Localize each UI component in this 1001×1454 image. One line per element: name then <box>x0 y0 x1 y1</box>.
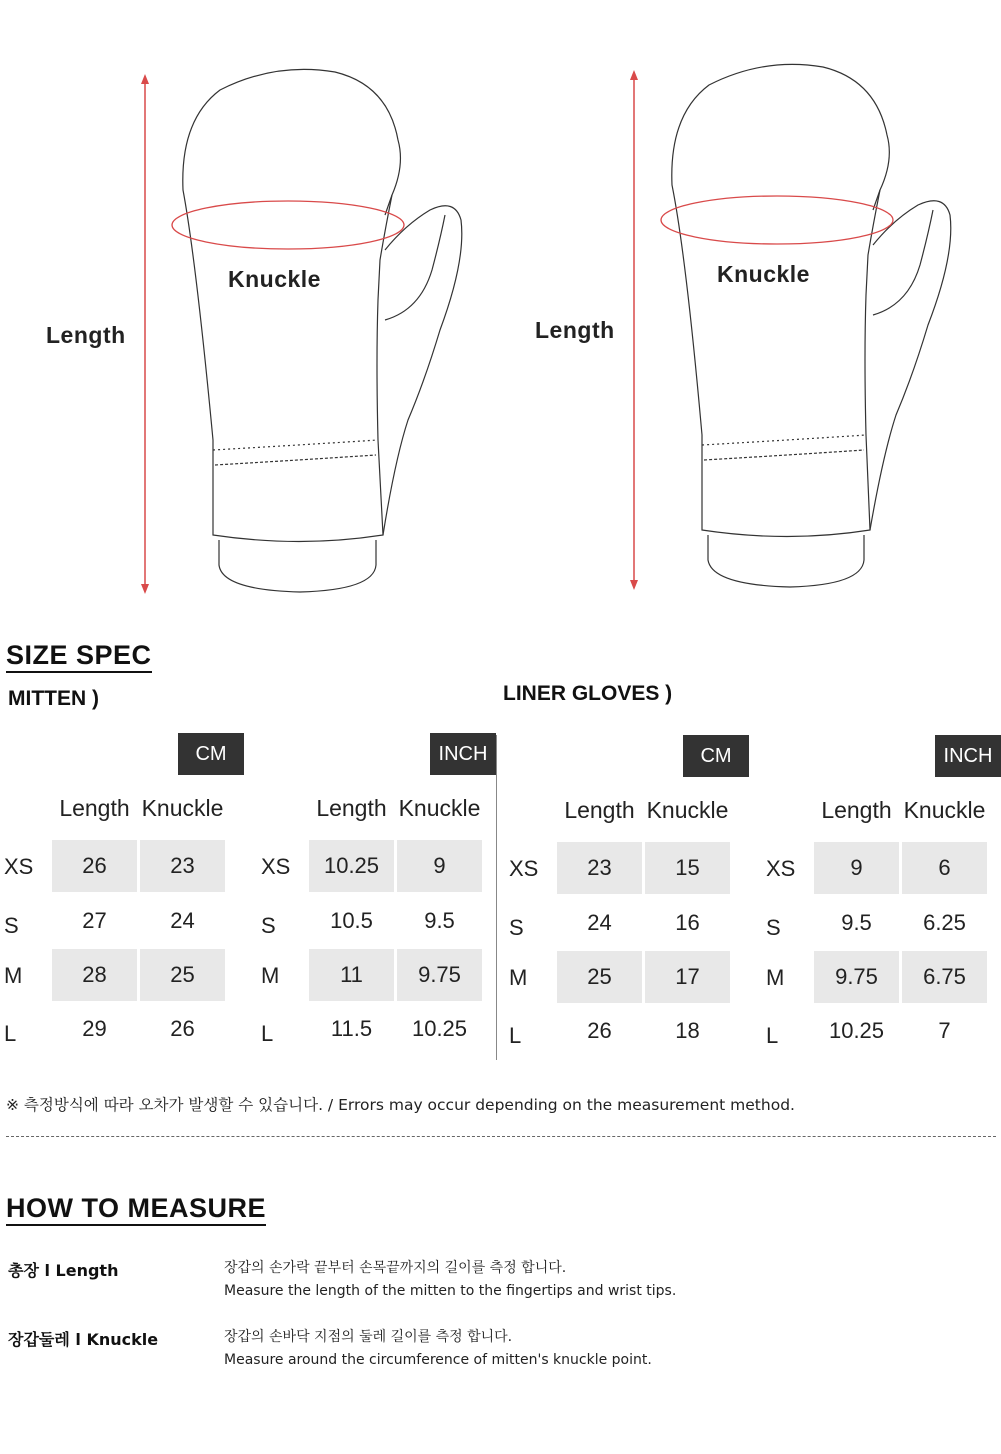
liner-inch-length-1: 9.5 <box>841 910 872 935</box>
mitten-cm-knuckle-3: 26 <box>170 1016 195 1041</box>
mitten-inch-length-0: 10.25 <box>309 840 394 892</box>
mitten-inch-knuckle-1: 9.5 <box>424 908 455 933</box>
mitten-cm-knuckle-1: 24 <box>170 908 195 933</box>
size-spec-title: SIZE SPEC <box>6 640 152 673</box>
mitten-cm-knuckle-0: 23 <box>140 840 225 892</box>
mitten-cm-size-1: S <box>4 913 19 938</box>
liner-inch-header-length: Length <box>821 797 892 823</box>
right-mitten-outline <box>672 64 951 587</box>
measure-label-length: 총장 l Length <box>8 1261 119 1280</box>
mitten-cm-header-knuckle: Knuckle <box>141 795 224 821</box>
dashed-divider <box>6 1136 996 1137</box>
liner-cm-length-3: 26 <box>587 1018 612 1043</box>
liner-cm-size-0: XS <box>509 856 539 881</box>
liner-cm-header-length: Length <box>564 797 635 823</box>
mitten-cm-header-length: Length <box>59 795 130 821</box>
mitten-inch-header-length: Length <box>316 795 387 821</box>
liner-inch-length-0: 9 <box>814 842 899 894</box>
liner-inch-length-3: 10.25 <box>828 1018 885 1043</box>
mitten-inch-length-2: 11 <box>309 949 394 1001</box>
measure-text-knuckle-ko: 장갑의 손바닥 지점의 둘레 길이를 측정 합니다. <box>224 1329 513 1345</box>
mitten-title: MITTEN ) <box>8 687 99 710</box>
liner-cm-length-0: 23 <box>557 842 642 894</box>
measure-text-length-en: Measure the length of the mitten to the fingertips and wrist tips. <box>224 1283 677 1299</box>
mitten-cm-length-2: 28 <box>52 949 137 1001</box>
mitten-inch-header-knuckle: Knuckle <box>398 795 481 821</box>
liner-cm-header-knuckle: Knuckle <box>646 797 729 823</box>
right-length-label: Length <box>535 317 615 343</box>
mitten-cm-size-0: XS <box>4 854 34 879</box>
mitten-cm-size-3: L <box>4 1021 17 1046</box>
mitten-inch-size-0: XS <box>261 854 291 879</box>
liner-inch-size-2: M <box>766 965 785 990</box>
measurement-note: ※ 측정방식에 따라 오차가 발생할 수 있습니다. / Errors may occur depending on the measurement method. <box>6 1096 795 1114</box>
mitten-cm-length-3: 29 <box>82 1016 107 1041</box>
mitten-inch-knuckle-2: 9.75 <box>397 949 482 1001</box>
mitten-cm-size-2: M <box>4 963 23 988</box>
liner-cm-size-2: M <box>509 965 528 990</box>
mitten-inch-size-2: M <box>261 963 280 988</box>
mitten-inch-length-1: 10.5 <box>330 908 373 933</box>
mitten-inch-knuckle-3: 10.25 <box>411 1016 468 1041</box>
mitten-inch-size-3: L <box>261 1021 274 1046</box>
liner-title: LINER GLOVES ) <box>503 682 673 705</box>
liner-inch-size-0: XS <box>766 856 796 881</box>
liner-cm-length-2: 25 <box>557 951 642 1003</box>
liner-cm-length-1: 24 <box>587 910 612 935</box>
mitten-inch-knuckle-0: 9 <box>397 840 482 892</box>
liner-inch-size-3: L <box>766 1023 779 1048</box>
liner-cm-knuckle-2: 17 <box>645 951 730 1003</box>
right-measure-lines <box>630 70 893 590</box>
left-measure-lines <box>141 74 404 594</box>
liner-inch-length-2: 9.75 <box>814 951 899 1003</box>
mitten-cm-length-0: 26 <box>52 840 137 892</box>
liner-inch-knuckle-0: 6 <box>902 842 987 894</box>
liner-cm-knuckle-0: 15 <box>645 842 730 894</box>
mitten-inch-length-3: 11.5 <box>330 1016 373 1041</box>
how-to-measure-title: HOW TO MEASURE <box>6 1193 266 1226</box>
liner-inch-header-knuckle: Knuckle <box>903 797 986 823</box>
liner-cm-size-3: L <box>509 1023 522 1048</box>
liner-cm-unit-badge: CM <box>683 735 749 777</box>
liner-inch-size-1: S <box>766 915 781 940</box>
liner-inch-knuckle-2: 6.75 <box>902 951 987 1003</box>
table-divider <box>496 735 497 1060</box>
measure-text-knuckle-en: Measure around the circumference of mitten's knuckle point. <box>224 1352 652 1368</box>
liner-cm-knuckle-3: 18 <box>675 1018 700 1043</box>
mitten-cm-length-1: 27 <box>82 908 107 933</box>
measure-text-length-ko: 장갑의 손가락 끝부터 손목끝까지의 길이를 측정 합니다. <box>224 1260 567 1276</box>
right-knuckle-label: Knuckle <box>717 261 810 287</box>
mitten-cm-knuckle-2: 25 <box>140 949 225 1001</box>
liner-cm-size-1: S <box>509 915 524 940</box>
left-length-label: Length <box>46 322 126 348</box>
mitten-inch-size-1: S <box>261 913 276 938</box>
liner-inch-unit-badge: INCH <box>935 735 1001 777</box>
liner-cm-knuckle-1: 16 <box>675 910 700 935</box>
left-mitten-outline <box>183 69 462 592</box>
left-knuckle-label: Knuckle <box>228 266 321 292</box>
liner-inch-knuckle-1: 6.25 <box>923 910 966 935</box>
mitten-cm-unit-badge: CM <box>178 733 244 775</box>
measure-label-knuckle: 장갑둘레 l Knuckle <box>8 1330 159 1349</box>
mitten-inch-unit-badge: INCH <box>430 733 496 775</box>
liner-inch-knuckle-3: 7 <box>938 1018 951 1043</box>
mitten-diagram <box>0 0 1001 600</box>
